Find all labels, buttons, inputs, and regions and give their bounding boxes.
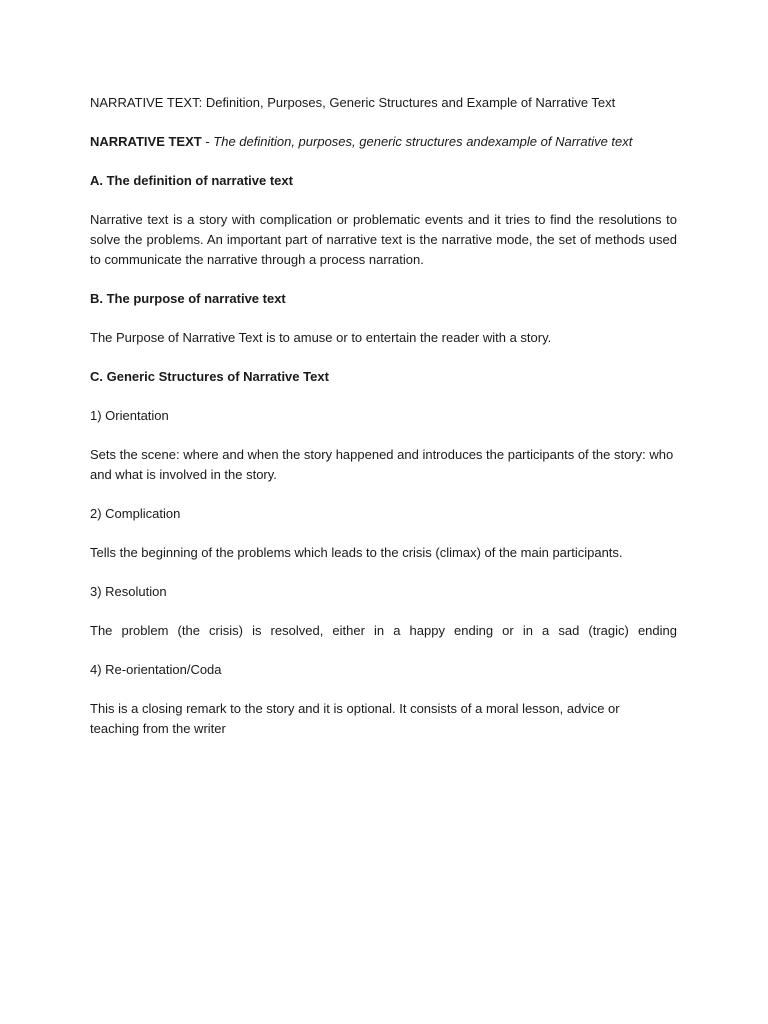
document-title: NARRATIVE TEXT: Definition, Purposes, Generic Structures and Example of Narrative Text [90, 95, 616, 110]
structure-body-orientation: Sets the scene: where and when the story happened and introduces the participants of the story: who and what is involved in the story. [90, 447, 674, 482]
subtitle-description: The definition, purposes, generic structures andexample of Narrative text [213, 134, 633, 149]
document-page [90, 93, 677, 758]
subtitle-dash: - [201, 134, 214, 149]
structure-body-coda: This is a closing remark to the story and it is optional. It consists of a moral lesson, advice or teaching from the writer [90, 701, 620, 736]
subtitle-label: NARRATIVE TEXT [90, 134, 202, 149]
structure-label-orientation: 1) Orientation [90, 408, 169, 423]
section-heading-generic-structures: C. Generic Structures of Narrative Text [90, 369, 329, 384]
structure-label-complication: 2) Complication [90, 506, 181, 521]
structure-body-resolution: The problem (the crisis) is resolved, either in a happy ending or in a sad (tragic) ending [90, 623, 677, 638]
structure-label-coda: 4) Re-orientation/Coda [90, 662, 222, 677]
structure-label-resolution: 3) Resolution [90, 584, 167, 599]
section-heading-purpose: B. The purpose of narrative text [90, 291, 286, 306]
structure-body-complication: Tells the beginning of the problems which leads to the crisis (climax) of the main participants. [90, 545, 623, 560]
document-subtitle [90, 132, 677, 152]
section-heading-definition: A. The definition of narrative text [90, 173, 293, 188]
section-body-purpose: The Purpose of Narrative Text is to amuse or to entertain the reader with a story. [90, 330, 552, 345]
section-body-definition: Narrative text is a story with complication or problematic events and it tries to find the resolutions to solve the problems. An important part of narrative text is the narrative mode, the set of methods used to communicate the narrative through a process narration. [90, 212, 677, 267]
